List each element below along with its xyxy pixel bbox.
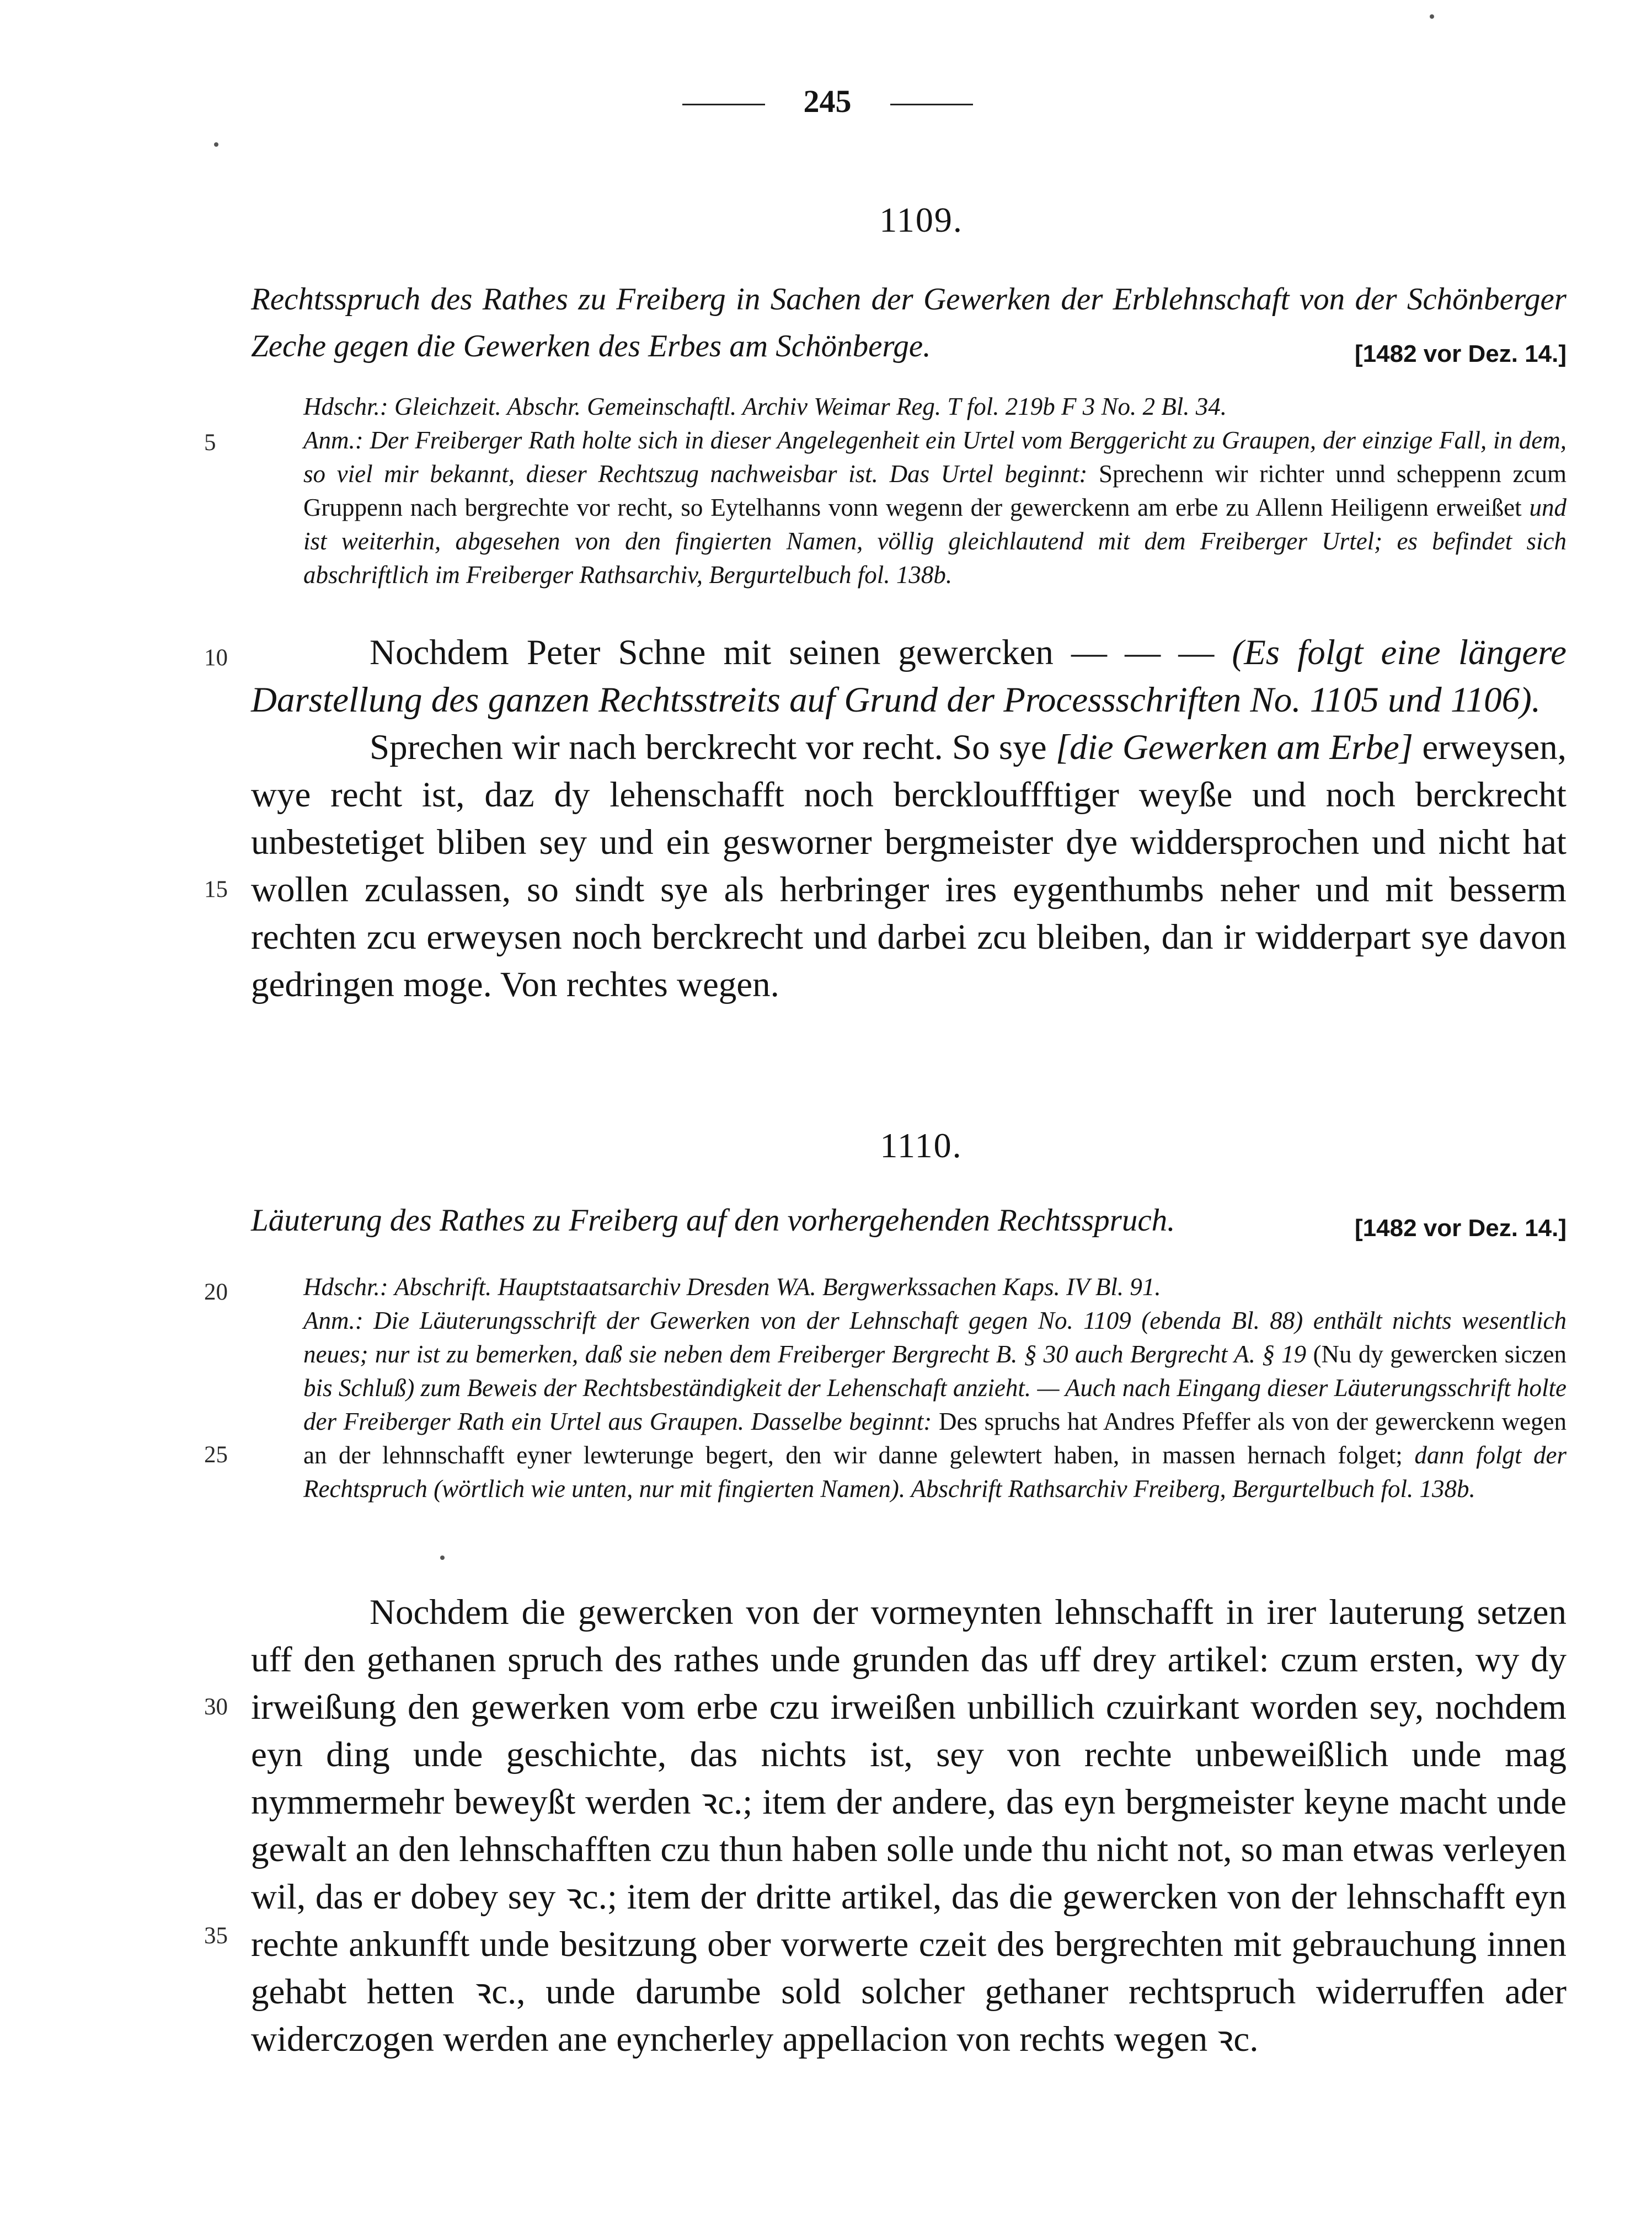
body-paragraph [251, 629, 1567, 724]
body-paragraph [251, 724, 1567, 1008]
source-label: Hdschr.: [303, 393, 388, 420]
section-notes [251, 390, 1567, 592]
line-number: 30 [204, 1694, 228, 1720]
annotation-quote: Des spruchs hat Andres Pfeffer als von der gewerckenn wegen an der lehnnschafft eyner lewterunge begert, den wir danne gelewtert haben, in massen hernach folget; [303, 1408, 1567, 1469]
annotation-label: Anm.: [303, 1307, 363, 1334]
page-header [0, 83, 1652, 120]
annotation-text: Der Freiberger Rath holte sich in dieser Angelegenheit ein Urtel vom Berggericht zu Graupen, der einzige Fall, in dem, so viel mir bekannt, dieser Rechtszug nachweisbar ist. Das Urtel beginnt: [303, 426, 1567, 488]
page-number: 245 [803, 83, 852, 119]
source-note [303, 1270, 1567, 1304]
annotation-quote: (Nu dy gewercken siczen [1313, 1340, 1567, 1368]
section-date: [1482 vor Dez. 14.] [1355, 1215, 1567, 1242]
section-date: [1482 vor Dez. 14.] [1355, 340, 1567, 367]
speck [1430, 14, 1434, 19]
section-title-text: Rechtsspruch des Rathes zu Freiberg in Sachen der Gewerken der Erblehnschaft von der Schönberger Zeche gegen die Gewerken des Erbes am Schönberge. [251, 282, 1567, 364]
source-text: Gleichzeit. Abschr. Gemeinschaftl. Archiv Weimar Reg. T fol. 219b F 3 No. 2 Bl. 34. [394, 393, 1227, 420]
section-title-block [251, 276, 1567, 377]
section-number: 1110. [880, 1126, 963, 1165]
line-number: 20 [204, 1279, 228, 1305]
section-body [251, 629, 1567, 1008]
line-number: 15 [204, 876, 228, 902]
annotation-label: Anm.: [303, 426, 363, 454]
section-title-block [251, 1197, 1567, 1252]
section-title [251, 1197, 1567, 1244]
speck [440, 1556, 445, 1560]
body-text: Nochdem die gewercken von der vormeynten lehnschafft in irer lauterung setzen uff den gethanen spruch des rathes unde grunden das uff drey artikel: czum ersten, wy dy irweißung den gewerken vom erbe czu irweißen unbillich czuirkant worden sey, nochdem eyn ding unde geschichte, das nichts ist, sey von rechte unbeweißlich unde mag nymmermehr beweyßt werden ꝛc.; item der andere, das eyn bergmeister keyne macht unde gewalt an den lehnschafften czu thun haben solle unde thu nicht not, so man etwas verleyen wil, das er dobey sey ꝛc.; item der dritte artikel, das die gewercken von der lehnschafft eyn rechte ankunfft unde besitzung ober vorwerte czeit des bergrechten mit gebrauchung innen gehabt hetten ꝛc., unde darumbe sold solcher gethaner rechtspruch widerruffen ader widerczogen werden ane eyncherley appellacion von rechts wegen ꝛc. [251, 1592, 1567, 2059]
header-rule-right [890, 104, 973, 105]
speck [214, 142, 218, 147]
annotation-note [303, 424, 1567, 592]
annotation-quote: Sprechenn wir richter unnd scheppenn zcum Gruppenn nach bergrechte vor recht, so Eytelhanns vonn wegenn der gewerckenn am erbe zu Allenn Heiligenn erweißet [303, 460, 1567, 521]
annotation-note [303, 1304, 1567, 1506]
header-rule-left [682, 104, 765, 105]
source-note [303, 390, 1567, 424]
source-label: Hdschr.: [303, 1273, 388, 1301]
annotation-text: Die Läuterungsschrift der Gewerken von der Lehnschaft gegen No. 1109 (ebenda Bl. 88) enthält nichts wesentlich neues; nur ist zu bemerken, daß sie neben dem Freiberger Bergrecht B. § 30 auch Bergrecht A. § 19 [303, 1307, 1567, 1368]
body-text: Sprechen wir nach berckrecht vor recht. So sye [370, 728, 1047, 767]
source-text: Abschrift. Hauptstaatsarchiv Dresden WA. Bergwerkssachen Kaps. IV Bl. 91. [394, 1273, 1161, 1301]
body-text: erweysen, wye recht ist, daz dy lehenschafft noch bercklouffftiger weyße und noch berckrecht unbestetiget bliben sey und ein gesworner bergmeister dye widdersprochen und nicht hat wollen zculassen, so sindt sye als herbringer ires eygenthumbs neher und mit besserm rechten zcu erweysen noch berckrecht und darbei zcu bleiben, dan ir widderpart sye davon gedringen moge. Von rechtes wegen. [251, 728, 1567, 1004]
body-paragraph [251, 1589, 1567, 2063]
line-number: 5 [204, 430, 216, 456]
body-text: Nochdem Peter Schne mit seinen gewercken — — — [370, 633, 1215, 672]
editorial-note: (Es folgt eine längere Darstellung des ganzen Rechtsstreits auf Grund der Processschriften No. 1105 und 1106). [251, 633, 1567, 720]
line-number: 35 [204, 1923, 228, 1949]
editorial-note: [die Gewerken am Erbe] [1055, 728, 1414, 767]
annotation-text: dann folgt der Rechtspruch (wörtlich wie unten, nur mit fingierten Namen). Abschrift Rathsarchiv Freiberg, Bergurtelbuch fol. 138b. [303, 1441, 1567, 1503]
section-body [251, 1589, 1567, 2063]
annotation-text: bis Schluß) zum Beweis der Rechtsbeständigkeit der Lehenschaft anzieht. — Auch nach Eingang dieser Läuterungsschrift holte der Freiberger Rath ein Urtel aus Graupen. Dasselbe beginnt: [303, 1374, 1567, 1435]
line-number: 25 [204, 1442, 228, 1468]
section-title [251, 276, 1567, 370]
section-title-text: Läuterung des Rathes zu Freiberg auf den vorhergehenden Rechtsspruch. [251, 1203, 1175, 1238]
section-number: 1109. [879, 200, 963, 239]
line-number: 10 [204, 645, 228, 671]
section-notes [251, 1270, 1567, 1506]
annotation-text: und ist weiterhin, abgesehen von den fingierten Namen, völlig gleichlautend mit dem Freiberger Urtel; es befindet sich abschriftlich im Freiberger Rathsarchiv, Bergurtelbuch fol. 138b. [303, 494, 1567, 589]
